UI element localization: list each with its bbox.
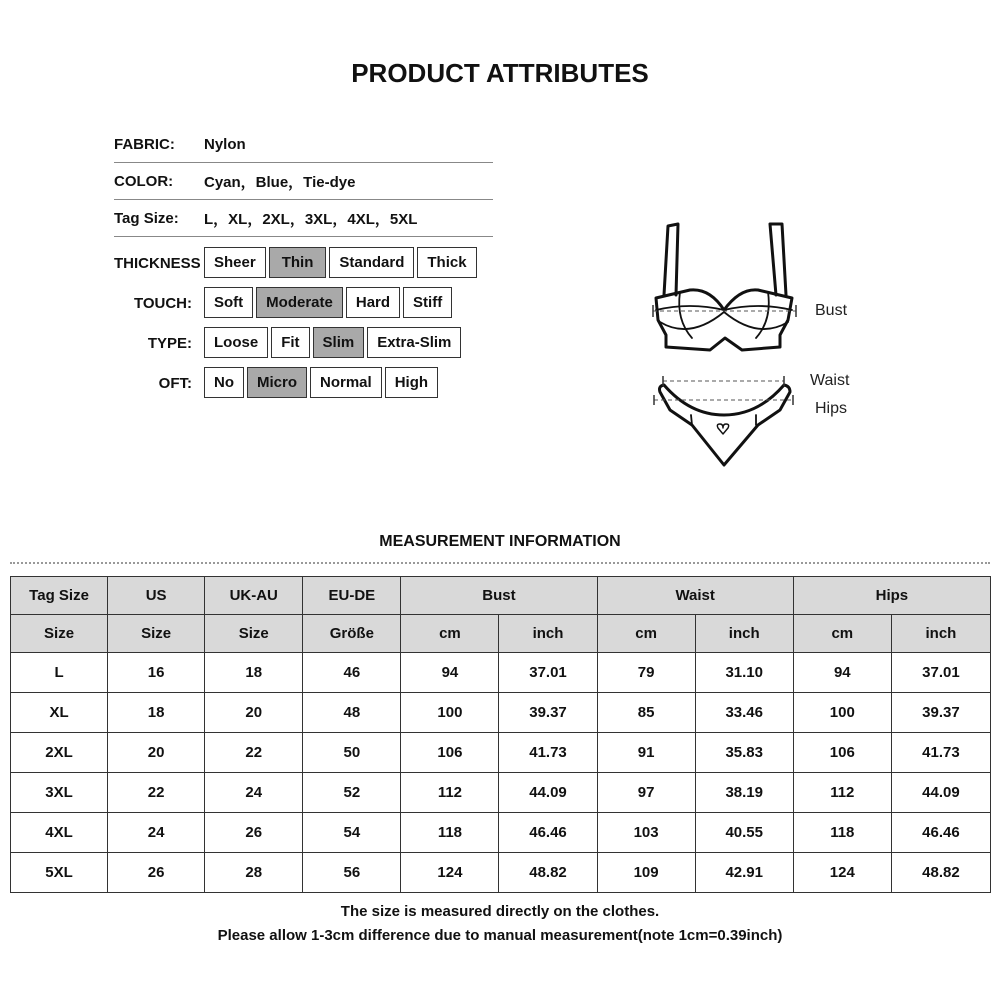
note-measured: The size is measured directly on the clothes. (340, 903, 660, 920)
table-cell: 79 (597, 653, 695, 693)
table-cell: 91 (597, 733, 695, 773)
subheader-cell: inch (891, 615, 990, 653)
table-cell: 100 (401, 693, 499, 733)
option-stiff[interactable]: Stiff (403, 287, 452, 318)
option-thick[interactable]: Thick (417, 247, 476, 278)
option-sheer[interactable]: Sheer (204, 247, 266, 278)
table-cell: 35.83 (695, 733, 793, 773)
bust-label: Bust (815, 302, 848, 319)
table-cell: 97 (597, 773, 695, 813)
subheader-cell: inch (499, 615, 597, 653)
table-cell: 52 (303, 773, 401, 813)
table-cell: 18 (205, 653, 303, 693)
hips-label: Hips (815, 400, 848, 417)
option-standard[interactable]: Standard (329, 247, 414, 278)
table-cell: 26 (205, 813, 303, 853)
table-cell: 20 (108, 733, 205, 773)
option-loose[interactable]: Loose (204, 327, 268, 358)
table-cell: 22 (205, 733, 303, 773)
option-group-thickness (114, 247, 467, 279)
header-cell: EU-DE (303, 577, 401, 615)
subheader-cell: Größe (303, 615, 401, 653)
table-row (11, 773, 991, 813)
bikini-illustration-icon (630, 210, 870, 480)
table-cell: 106 (793, 733, 891, 773)
subheader-cell: Size (108, 615, 205, 653)
table-cell: 48.82 (891, 853, 990, 893)
option-micro[interactable]: Micro (247, 367, 307, 398)
attribute-value: Nylon (204, 135, 246, 153)
option-group-label: TOUCH: (133, 294, 192, 312)
table-cell: 118 (793, 813, 891, 853)
table-cell: 118 (401, 813, 499, 853)
table-cell: 39.37 (499, 693, 597, 733)
table-cell: 124 (793, 853, 891, 893)
size-table (10, 576, 991, 893)
table-cell: 28 (205, 853, 303, 893)
table-cell: 48 (303, 693, 401, 733)
garment-diagram (630, 210, 870, 480)
table-cell: 38.19 (695, 773, 793, 813)
header-row-sub (11, 615, 991, 653)
measurement-title: MEASUREMENT INFORMATION (379, 533, 621, 550)
option-group-oft (100, 367, 429, 399)
table-cell: 44.09 (499, 773, 597, 813)
header-cell-bust: Bust (401, 577, 597, 615)
option-slim[interactable]: Slim (313, 327, 365, 358)
table-cell: 109 (597, 853, 695, 893)
attribute-color (114, 163, 493, 200)
subheader-cell: cm (597, 615, 695, 653)
table-cell: 124 (401, 853, 499, 893)
table-cell: 41.73 (499, 733, 597, 773)
table-row (11, 733, 991, 773)
table-cell: 37.01 (891, 653, 990, 693)
attribute-tag-size (114, 200, 493, 237)
header-cell-hips: Hips (793, 577, 990, 615)
table-cell: 46.46 (891, 813, 990, 853)
option-no[interactable]: No (204, 367, 244, 398)
subheader-cell: Size (205, 615, 303, 653)
table-cell: 42.91 (695, 853, 793, 893)
table-cell: 100 (793, 693, 891, 733)
table-cell: 24 (205, 773, 303, 813)
attribute-value: L，XL，2XL，3XL，4XL，5XL (204, 210, 418, 228)
waist-label: Waist (810, 372, 850, 389)
attribute-label: COLOR: (114, 172, 174, 190)
table-row (11, 693, 991, 733)
table-cell: 39.37 (891, 693, 990, 733)
table-cell: 112 (793, 773, 891, 813)
option-group-touch (100, 287, 443, 319)
option-group-type (100, 327, 452, 359)
table-cell: 54 (303, 813, 401, 853)
subheader-cell: Size (11, 615, 108, 653)
header-cell-waist: Waist (597, 577, 793, 615)
table-cell: 40.55 (695, 813, 793, 853)
table-cell: 48.82 (499, 853, 597, 893)
option-hard[interactable]: Hard (346, 287, 400, 318)
header-cell: US (108, 577, 205, 615)
subheader-cell: cm (793, 615, 891, 653)
table-cell: 103 (597, 813, 695, 853)
header-cell: UK-AU (205, 577, 303, 615)
table-row (11, 853, 991, 893)
table-cell: 31.10 (695, 653, 793, 693)
attribute-value: Cyan，Blue，Tie-dye (204, 173, 356, 191)
table-cell: 5XL (11, 853, 108, 893)
table-cell: 85 (597, 693, 695, 733)
subheader-cell: cm (401, 615, 499, 653)
table-cell: 22 (108, 773, 205, 813)
table-cell: 94 (401, 653, 499, 693)
attribute-fabric (114, 126, 493, 163)
attribute-label: Tag Size: (114, 209, 179, 227)
option-extra-slim[interactable]: Extra-Slim (367, 327, 461, 358)
table-cell: 3XL (11, 773, 108, 813)
table-row (11, 813, 991, 853)
option-group-label: OFT: (158, 374, 192, 392)
option-high[interactable]: High (385, 367, 438, 398)
table-cell: 26 (108, 853, 205, 893)
table-cell: 16 (108, 653, 205, 693)
table-cell: 44.09 (891, 773, 990, 813)
table-row (11, 653, 991, 693)
attribute-label: FABRIC: (114, 135, 175, 153)
table-cell: 24 (108, 813, 205, 853)
table-cell: 106 (401, 733, 499, 773)
table-cell: 2XL (11, 733, 108, 773)
table-cell: 33.46 (695, 693, 793, 733)
option-moderate[interactable]: Moderate (256, 287, 343, 318)
table-cell: 20 (205, 693, 303, 733)
note-difference: Please allow 1-3cm difference due to manual measurement(note 1cm=0.39inch) (217, 927, 783, 944)
option-group-label: THICKNESS (114, 254, 201, 272)
table-cell: 18 (108, 693, 205, 733)
option-fit[interactable]: Fit (271, 327, 309, 358)
table-cell: 94 (793, 653, 891, 693)
table-cell: 112 (401, 773, 499, 813)
option-soft[interactable]: Soft (204, 287, 253, 318)
header-cell: Tag Size (11, 577, 108, 615)
option-thin[interactable]: Thin (269, 247, 327, 278)
table-cell: 50 (303, 733, 401, 773)
table-cell: 56 (303, 853, 401, 893)
table-cell: 46 (303, 653, 401, 693)
subheader-cell: inch (695, 615, 793, 653)
dotted-divider (10, 562, 990, 564)
option-group-label: TYPE: (147, 334, 192, 352)
table-cell: 46.46 (499, 813, 597, 853)
table-cell: 37.01 (499, 653, 597, 693)
page-title: PRODUCT ATTRIBUTES (351, 58, 649, 88)
table-cell: L (11, 653, 108, 693)
table-cell: XL (11, 693, 108, 733)
header-row-top (11, 577, 991, 615)
table-cell: 41.73 (891, 733, 990, 773)
table-cell: 4XL (11, 813, 108, 853)
option-normal[interactable]: Normal (310, 367, 382, 398)
